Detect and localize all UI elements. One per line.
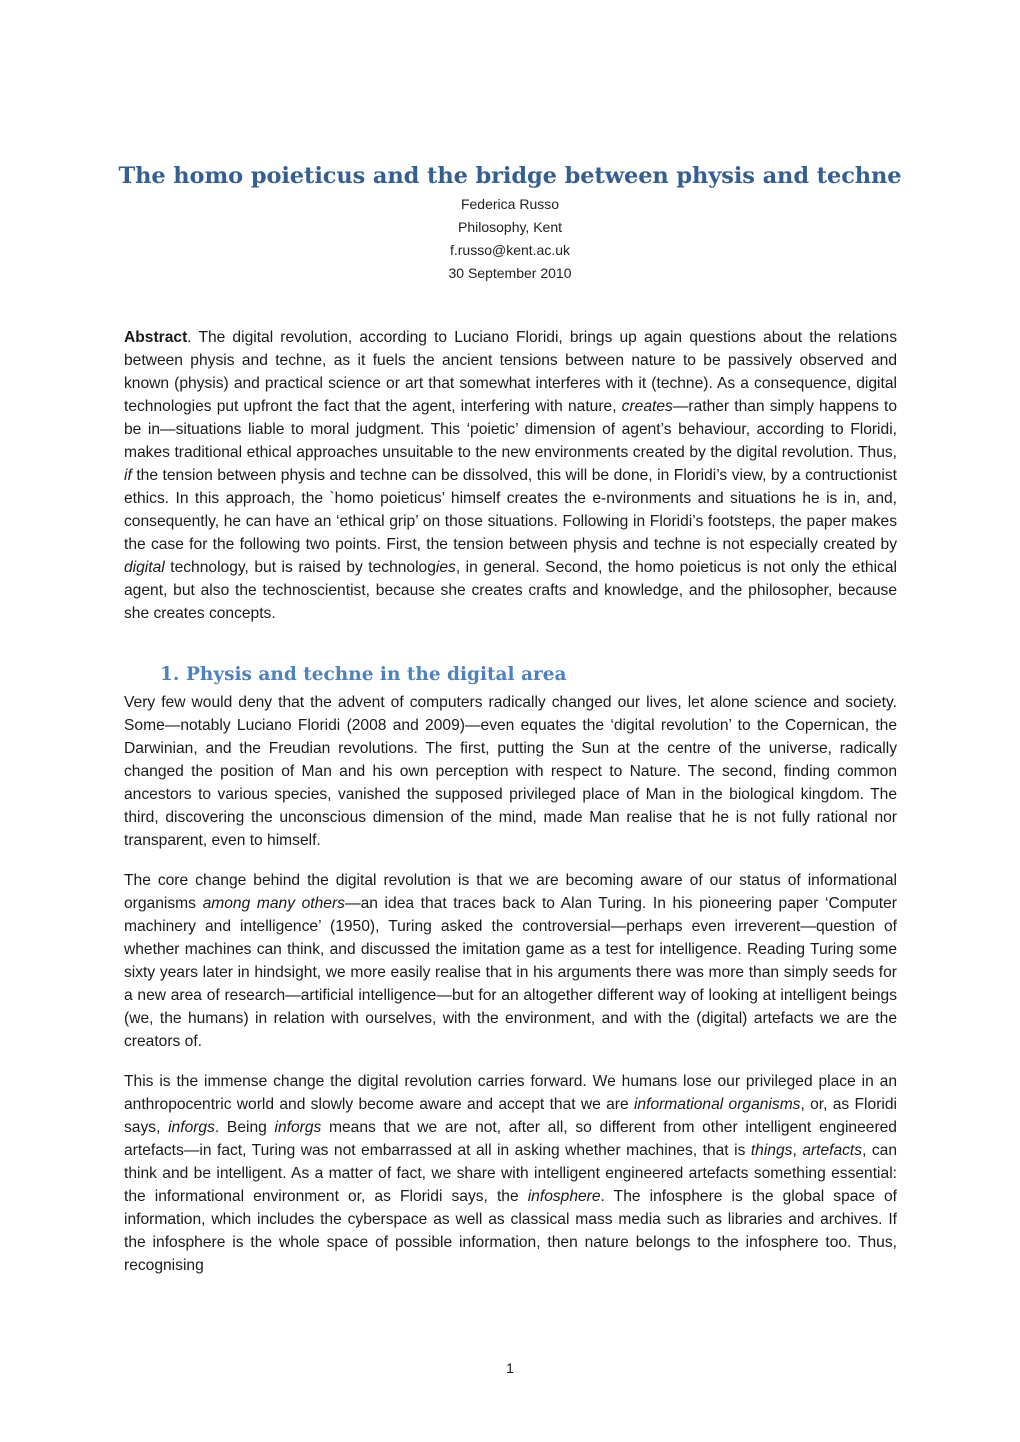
paper-date: 30 September 2010 <box>448 265 572 281</box>
author-email: f.russo@kent.ac.uk <box>449 242 571 258</box>
abstract <box>124 326 897 625</box>
section-title: Physis and techne in the digital area <box>186 664 567 685</box>
author-affiliation: Philosophy, Kent <box>457 219 563 235</box>
section1-paragraph-1: Very few would deny that the advent of computers radically changed our lives, let alone science and society. Some—notably Luciano Floridi (2008 and 2009)—even equates the ‘digital revolution’ to the Copernican, the Darwinian, and the Freudian revolutions. The first, putting the Sun at the centre of the universe, radically changed the position of Man and his own perception with respect to Nature. The second, finding common ancestors to various species, vanished the supposed privileged place of Man in the biological kingdom. The third, discovering the unconscious dimension of the mind, made Man realise that he is not fully rational nor transparent, even to himself. <box>124 694 897 849</box>
abstract-label: Abstract <box>124 329 188 346</box>
abstract-paragraph: Abstract. The digital revolution, according to Luciano Floridi, brings up again questions about the relations between physis and techne, as it fuels the ancient tensions between nature to be passively observed and known (physis) and practical science or art that somewhat interferes with it (techne). As a consequence, digital technologies put upfront the fact that the agent, interfering with nature, creates—rather than simply happens to be in—situations liable to moral judgment. This ‘poietic’ dimension of agent’s behaviour, according to Floridi, makes traditional ethical approaches unsuitable to the new environments created by the digital revolution. Thus, if the tension between physis and techne can be dissolved, this will be done, in Floridi’s view, by a contructionist ethics. In this approach, the `homo poieticus’ himself creates the e-nvironments and situations he is in, and, consequently, he can have an ‘ethical grip’ on those situations. Following in Floridi’s footsteps, the paper makes the case for the following two points. First, the tension between physis and techne is not especially created by digital technology, but is raised by technologies, in general. Second, the homo poieticus is not only the ethical agent, but also the technoscientist, because she creates crafts and knowledge, and the philosopher, because she creates concepts. <box>124 329 898 622</box>
paper-title: The homo poieticus and the bridge between physis and techne <box>118 163 902 189</box>
page-number: 1 <box>506 1360 514 1376</box>
author-name: Federica Russo <box>460 196 560 212</box>
section-heading <box>160 664 566 685</box>
section1-paragraph-2: The core change behind the digital revolution is that we are becoming aware of our status of informational organisms among many others—an idea that traces back to Alan Turing. In his pioneering paper ‘Computer machinery and intelligence’ (1950), Turing asked the controversial—perhaps even irreverent—question of whether machines can think, and discussed the imitation game as a test for intelligence. Reading Turing some sixty years later in hindsight, we more easily realise that in his arguments there was more than simply seeds for a new area of research—artificial intelligence—but for an altogether different way of looking at intelligent beings (we, the humans) in relation with ourselves, with the environment, and with the (digital) artefacts we are the creators of. <box>124 872 897 1050</box>
section-number: 1. <box>160 664 180 685</box>
section1-paragraph-3: This is the immense change the digital revolution carries forward. We humans lose our privileged place in an anthropocentric world and slowly become aware and accept that we are informational organisms, or, as Floridi says, inforgs. Being inforgs means that we are not, after all, so different from other intelligent engineered artefacts—in fact, Turing was not embarrassed at all in asking whether machines, that is things, artefacts, can think and be intelligent. As a matter of fact, we share with intelligent engineered artefacts something essential: the informational environment or, as Floridi says, the infosphere. The infosphere is the global space of information, which includes the cyberspace as well as classical mass media such as libraries and archives. If the infosphere is the whole space of possible information, then nature belongs to the infosphere too. Thus, recognising <box>124 1073 897 1274</box>
